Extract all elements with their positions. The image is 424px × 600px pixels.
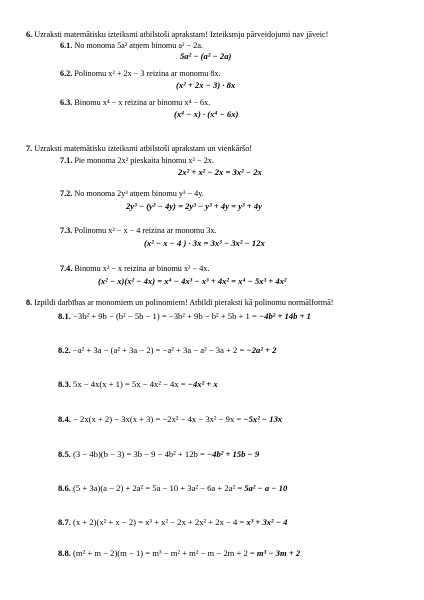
q7-item-3-expression: (x² − x − 4 ) · 3x = 3x³ − 3x² − 12x bbox=[144, 238, 265, 248]
q7-item-1 bbox=[60, 156, 214, 166]
q6-number: 6. bbox=[26, 30, 33, 39]
q8-item-4-work: − 2x(x + 2) − 3x(x + 3) = −2x² − 4x − 3x² − 9x = bbox=[73, 414, 244, 424]
q8-item-2-number: 8.2. bbox=[58, 345, 71, 355]
q7-title: Uzraksti matemātisku izteiksmi atbilstoši aprakstam un vienkāršo! bbox=[34, 144, 253, 153]
q7-number: 7. bbox=[26, 144, 33, 153]
q8-item-4-number: 8.4. bbox=[58, 414, 71, 424]
q8-item-1 bbox=[58, 311, 311, 321]
q8-item-8-number: 8.8. bbox=[58, 548, 71, 558]
q6-item-3 bbox=[60, 98, 210, 108]
q7-item-2-number: 7.2. bbox=[60, 189, 73, 198]
q6-item-1-expression: 5a² − (a² − 2a) bbox=[180, 51, 232, 61]
q6-title: Uzraksti matemātisku izteiksmi atbilstoši aprakstam! Izteiksmju pārveidojumi nav jāveic! bbox=[34, 30, 329, 39]
q7-item-3-text: Polinomu x² − x − 4 reizina ar monomu 3x. bbox=[74, 226, 217, 235]
q7-header bbox=[26, 144, 252, 154]
q7-item-3-number: 7.3. bbox=[60, 226, 73, 235]
q8-item-1-answer: −4b² + 14b + 1 bbox=[258, 311, 311, 321]
q8-item-5-answer: −4b² + 15b − 9 bbox=[206, 449, 260, 459]
q6-item-1-number: 6.1. bbox=[60, 41, 73, 50]
q8-item-8-work: (m² + m − 2)(m − 1) = m³ − m² + m² − m − 2m + 2 = bbox=[73, 548, 257, 558]
q6-item-1 bbox=[60, 41, 203, 51]
q6-item-2-number: 6.2. bbox=[60, 69, 73, 78]
q7-item-4-expression: (x² − x)(x² − 4x) = x⁴ − 4x³ − x³ + 4x² = x⁴ − 5x³ + 4x² bbox=[98, 276, 287, 286]
q7-item-2-text: No monoma 2y³ atņem binomu y³ − 4y. bbox=[74, 189, 204, 198]
q8-item-6-answer: 5a² − a − 10 bbox=[244, 483, 288, 493]
q6-item-2 bbox=[60, 69, 221, 79]
q7-item-4-text: Binomu x² − x reizina ar binomu x² − 4x. bbox=[74, 264, 210, 273]
q7-item-1-expression: 2x² + x² − 2x = 3x² − 2x bbox=[178, 167, 262, 177]
q6-item-2-text: Polinomu x² + 2x − 3 reizina ar monomu 8x. bbox=[74, 69, 221, 78]
q8-item-1-work: −3b² + 9b − (b² − 5b − 1) = −3b² + 9b − b² + 5b + 1 = bbox=[73, 311, 259, 321]
q8-item-6-work: (5 + 3a)(a − 2) + 2a² = 5a − 10 + 3a² − 6a + 2a² = bbox=[73, 483, 245, 493]
q8-item-7 bbox=[58, 517, 287, 527]
q8-item-1-number: 8.1. bbox=[58, 311, 71, 321]
q7-item-2-expression: 2y³ − (y³ − 4y) = 2y³ − y³ + 4y = y³ + 4y bbox=[126, 201, 262, 211]
q8-item-8-answer: m³ − 3m + 2 bbox=[256, 548, 301, 558]
q7-item-4-number: 7.4. bbox=[60, 264, 73, 273]
q8-item-3-work: 5x − 4x(x + 1) = 5x − 4x² − 4x = bbox=[73, 379, 188, 389]
q6-header bbox=[26, 30, 328, 40]
q8-item-5-work: (3 − 4b)(b − 3) = 3b − 9 − 4b² + 12b = bbox=[73, 449, 207, 459]
q8-item-3-answer: −4x² + x bbox=[187, 379, 218, 389]
q7-item-2 bbox=[60, 189, 204, 199]
q8-item-7-answer: x³ + 3x² − 4 bbox=[246, 517, 288, 527]
q6-item-3-expression: (x⁴ − x) · (x⁴ − 6x) bbox=[174, 109, 239, 119]
q8-item-3 bbox=[58, 379, 218, 389]
q8-title: Izpildi darbības ar monomiem un polinomiem! Atbildi pieraksti kā polinomu normālformā! bbox=[34, 298, 334, 307]
q8-item-4 bbox=[58, 414, 282, 424]
q6-item-2-expression: (x² + 2x − 3) · 8x bbox=[176, 80, 236, 90]
q8-item-8 bbox=[58, 548, 300, 558]
q8-item-5 bbox=[58, 449, 259, 459]
q8-header bbox=[26, 298, 333, 308]
q8-item-7-number: 8.7. bbox=[58, 517, 71, 527]
q7-item-1-number: 7.1. bbox=[60, 156, 73, 165]
q8-item-3-number: 8.3. bbox=[58, 379, 71, 389]
q6-item-3-number: 6.3. bbox=[60, 98, 73, 107]
q7-item-4 bbox=[60, 264, 209, 274]
q8-item-5-number: 8.5. bbox=[58, 449, 71, 459]
q8-item-6-number: 8.6. bbox=[58, 483, 71, 493]
q8-number: 8. bbox=[26, 298, 33, 307]
q8-item-6 bbox=[58, 483, 287, 493]
q8-item-2 bbox=[58, 345, 276, 355]
q7-item-1-text: Pie monoma 2x² pieskaita binomu x² − 2x. bbox=[74, 156, 214, 165]
q7-item-3 bbox=[60, 226, 217, 236]
q8-item-4-answer: −5x² − 13x bbox=[243, 414, 283, 424]
q6-item-1-text: No monoma 5a² atņem binomu a² − 2a. bbox=[74, 41, 204, 50]
q8-item-2-answer: −2a² + 2 bbox=[246, 345, 277, 355]
q8-item-7-work: (x + 2)(x² + x − 2) = x³ + x² − 2x + 2x² + 2x − 4 = bbox=[73, 517, 247, 527]
q6-item-3-text: Binomu x⁴ − x reizina ar binomu x⁴ − 6x. bbox=[74, 98, 211, 107]
q8-item-2-work: −a² + 3a − (a² + 3a − 2) = −a² + 3a − a² − 3a + 2 = bbox=[73, 345, 247, 355]
